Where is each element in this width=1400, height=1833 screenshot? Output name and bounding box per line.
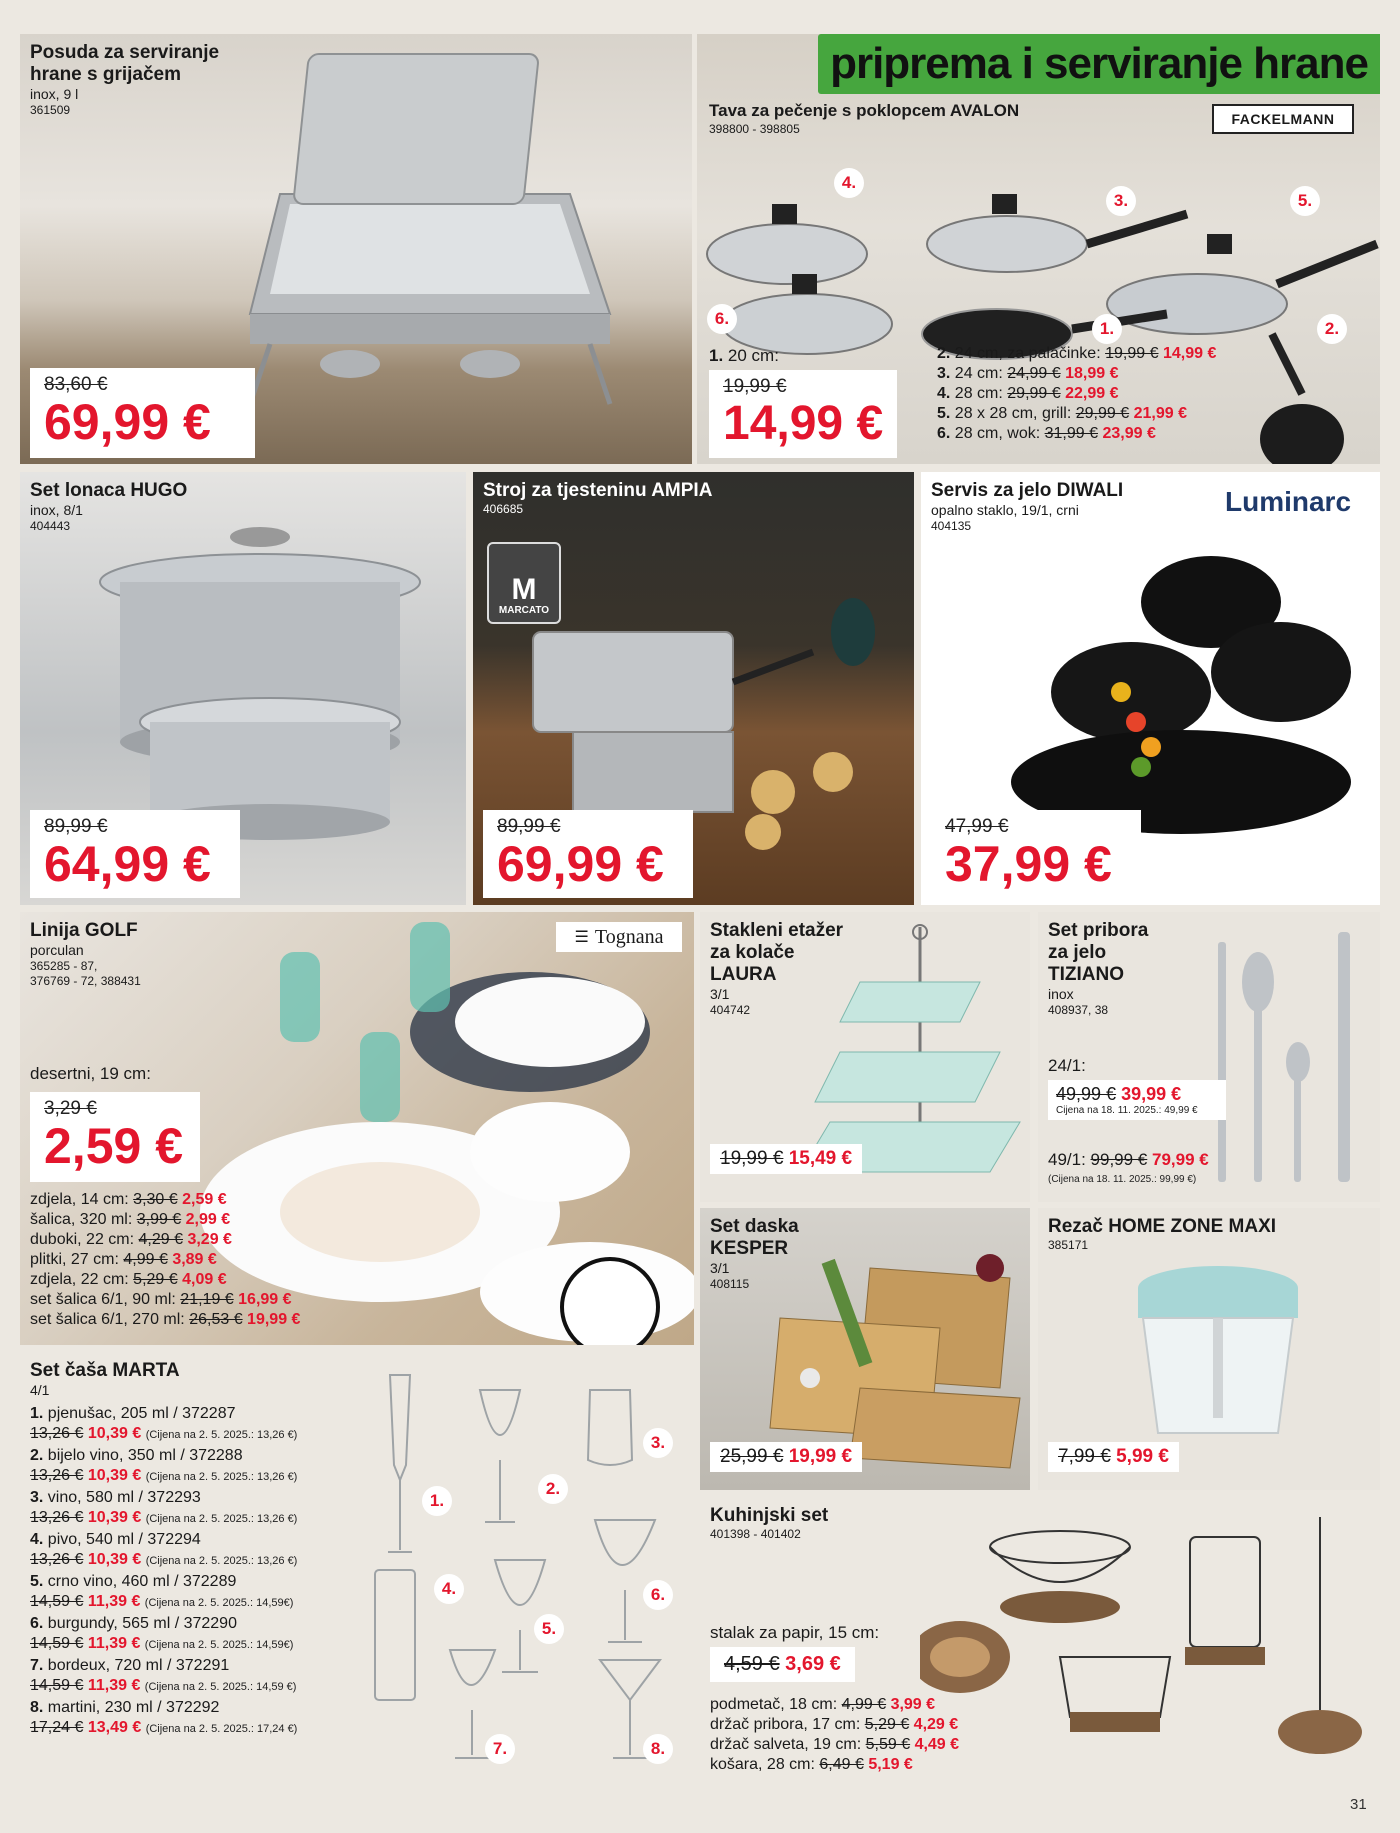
homezone-chopper-image [1118, 1258, 1318, 1448]
kitchen-set-variants [710, 1695, 959, 1775]
avalon-badge-4: 4. [834, 168, 864, 198]
avalon-title: Tava za pečenje s poklopcem AVALON [709, 101, 1020, 120]
ampia-info [483, 480, 712, 517]
marta-glasses-image [370, 1370, 694, 1770]
tiziano-set2-label: 49/1: [1048, 1150, 1086, 1169]
ampia-price-box [483, 810, 693, 898]
chafing-dish-price: 69,99 € [44, 394, 211, 450]
diwali-plates-image [991, 542, 1371, 842]
diwali-old-price: 47,99 € [945, 816, 1009, 837]
marta-item: 2. bijelo vino, 350 ml / 372288 13,26 € 10,39 € (Cijena na 2. 5. 2025.: 13,26 €) [30, 1447, 298, 1484]
tiziano-set1-old: 49,99 € [1056, 1084, 1117, 1104]
golf-main-label: desertni, 19 cm: [30, 1064, 151, 1083]
marta-badge-4: 4. [434, 1574, 464, 1604]
homezone-price-inline [1048, 1442, 1179, 1472]
golf-variant: šalica, 320 ml: 3,99 € 2,99 € [30, 1211, 231, 1228]
laura-code: 404742 [710, 1003, 751, 1017]
marta-title: Set čaša MARTA [30, 1360, 180, 1381]
kesper-price: 19,99 € [788, 1446, 853, 1467]
hugo-price-box [30, 810, 240, 898]
ampia-old-price: 89,99 € [497, 816, 561, 837]
avalon-badge-1: 1. [1092, 314, 1122, 344]
product-avalon-pans[interactable] [697, 34, 1380, 464]
kitchen-set-title: Kuhinjski set [710, 1505, 829, 1526]
golf-material: porculan [30, 942, 84, 958]
laura-title-2: za kolače [710, 942, 795, 963]
marta-item: 1. pjenušac, 205 ml / 372287 13,26 € 10,39 € (Cijena na 2. 5. 2025.: 13,26 €) [30, 1405, 298, 1442]
tiziano-set2-old: 99,99 € [1090, 1150, 1148, 1169]
avalon-codes: 398800 - 398805 [709, 122, 800, 136]
kesper-title-1: Set daska [710, 1216, 799, 1237]
luminarc-logo: Luminarc [1225, 486, 1352, 517]
homezone-title: Rezač HOME ZONE MAXI [1048, 1216, 1277, 1237]
avalon-variant: 2. 24 cm, za palačinke: 19,99 € 14,99 € [937, 345, 1217, 362]
avalon-variants [937, 344, 1216, 444]
chafing-dish-old-price: 83,60 € [44, 374, 108, 395]
kitchen-set-info [710, 1505, 828, 1542]
golf-variant: zdjela, 14 cm: 3,30 € 2,59 € [30, 1191, 227, 1208]
avalon-item1-label [709, 346, 779, 366]
product-ampia-pasta-machine[interactable] [473, 472, 914, 905]
avalon-variant: 5. 28 x 28 cm, grill: 29,99 € 21,99 € [937, 405, 1187, 422]
kitchen-set-variant: košara, 28 cm: 6,49 € 5,19 € [710, 1756, 913, 1773]
avalon-price-box [709, 370, 897, 458]
homezone-info [1048, 1216, 1276, 1253]
golf-variant: zdjela, 22 cm: 5,29 € 4,09 € [30, 1271, 227, 1288]
tiziano-set2 [1048, 1150, 1209, 1170]
marcato-logo [487, 542, 561, 624]
marcato-logo-mark: M [511, 573, 537, 606]
kesper-code: 408115 [710, 1277, 750, 1291]
tognana-logo-text: Tognana [594, 925, 664, 948]
golf-variant: set šalica 6/1, 270 ml: 26,53 € 19,99 € [30, 1311, 301, 1328]
tiziano-title-1: Set pribora [1048, 920, 1149, 941]
laura-price-box [710, 1144, 862, 1174]
tiziano-info [1048, 920, 1148, 1018]
kesper-title-2: KESPER [710, 1238, 789, 1259]
avalon-price: 14,99 € [723, 397, 884, 450]
laura-material: 3/1 [710, 986, 730, 1002]
ampia-code: 406685 [483, 502, 524, 516]
marta-badge-1: 1. [422, 1486, 452, 1516]
laura-price: 15,49 € [788, 1148, 853, 1169]
golf-code-2: 376769 - 72, 388431 [30, 974, 141, 988]
tiziano-cutlery-image [1198, 922, 1378, 1202]
tognana-logo [556, 922, 682, 952]
marta-badge-7: 7. [485, 1734, 515, 1764]
laura-price-inline [710, 1144, 862, 1174]
product-kesper-boards[interactable] [700, 1208, 1030, 1490]
golf-variants [30, 1190, 300, 1330]
page-number: 31 [1350, 1796, 1367, 1813]
kitchen-set-variant: držač salveta, 19 cm: 5,59 € 4,49 € [710, 1736, 960, 1753]
kesper-material: 3/1 [710, 1260, 730, 1276]
tiziano-code: 408937, 38 [1048, 1003, 1109, 1017]
product-marta-glasses[interactable] [20, 1352, 694, 1780]
chafing-dish-title-2: hrane s grijačem [30, 64, 182, 85]
golf-info [30, 920, 141, 989]
marta-info [30, 1360, 180, 1399]
marta-badge-2: 2. [538, 1474, 568, 1504]
avalon-badge-2: 2. [1317, 314, 1347, 344]
tiziano-set2-new: 79,99 € [1152, 1150, 1209, 1169]
golf-price-box [30, 1092, 200, 1182]
ampia-title: Stroj za tjesteninu AMPIA [483, 480, 713, 501]
avalon-badge-3: 3. [1106, 186, 1136, 216]
fackelmann-logo-text: FACKELMANN [1231, 111, 1335, 127]
ampia-price: 69,99 € [497, 836, 664, 892]
kesper-info [710, 1216, 799, 1292]
kesper-price-inline [710, 1442, 862, 1472]
tiziano-material: inox [1048, 986, 1074, 1002]
avalon-variant: 4. 28 cm: 29,99 € 22,99 € [937, 385, 1119, 402]
diwali-code: 404135 [931, 519, 972, 533]
avalon-variant: 6. 28 cm, wok: 31,99 € 23,99 € [937, 425, 1156, 442]
hugo-code: 404443 [30, 519, 71, 533]
laura-title-1: Stakleni etažer [710, 920, 844, 941]
marta-badge-5: 5. [534, 1614, 564, 1644]
laura-title-3: LAURA [710, 964, 777, 985]
product-golf-line[interactable] [20, 912, 694, 1345]
tiziano-set2-note: (Cijena na 18. 11. 2025.: 99,99 €) [1048, 1174, 1197, 1185]
marta-item: 3. vino, 580 ml / 372293 13,26 € 10,39 € (Cijena na 2. 5. 2025.: 13,26 €) [30, 1489, 298, 1526]
chafing-dish-code: 361509 [30, 103, 71, 117]
kesper-price-box [710, 1442, 862, 1472]
product-diwali-dinner-set[interactable] [921, 472, 1380, 905]
avalon-badge-6: 6. [707, 304, 737, 334]
tiziano-title-3: TIZIANO [1048, 964, 1124, 985]
marta-item: 5. crno vino, 460 ml / 372289 14,59 € 11,39 € (Cijena na 2. 5. 2025.: 14,59€) [30, 1573, 294, 1610]
marcato-logo-text: MARCATO [498, 605, 550, 616]
golf-old-price: 3,29 € [44, 1098, 97, 1119]
product-tiziano-cutlery[interactable] [1038, 912, 1380, 1202]
tiziano-set1-new: 39,99 € [1121, 1084, 1182, 1104]
chafing-dish-title-1: Posuda za serviranje [30, 42, 220, 63]
marta-material: 4/1 [30, 1382, 50, 1398]
golf-variant: plitki, 27 cm: 4,99 € 3,89 € [30, 1251, 217, 1268]
kitchen-set-price-box [710, 1647, 855, 1682]
diwali-material: opalno staklo, 19/1, crni [931, 502, 1079, 518]
laura-old-price: 19,99 € [720, 1148, 784, 1169]
chafing-dish-price-box [30, 368, 255, 458]
fackelmann-logo [1212, 104, 1354, 134]
kitchen-set-price: 3,69 € [785, 1653, 841, 1675]
golf-title: Linija GOLF [30, 920, 138, 941]
marta-items [30, 1404, 297, 1740]
marta-item: 7. bordeux, 720 ml / 372291 14,59 € 11,39 € (Cijena na 2. 5. 2025.: 14,59 €) [30, 1657, 297, 1694]
golf-code-1: 365285 - 87, [30, 959, 98, 973]
kitchen-set-main-label: stalak za papir, 15 cm: [710, 1623, 880, 1642]
chafing-dish-material: inox, 9 l [30, 86, 79, 102]
kitchen-set-image [920, 1507, 1380, 1777]
hugo-price: 64,99 € [44, 836, 211, 892]
avalon-item1-text: 20 cm: [727, 346, 779, 365]
kitchen-set-codes: 401398 - 401402 [710, 1527, 801, 1541]
marta-badge-6: 6. [643, 1580, 673, 1610]
homezone-code: 385171 [1048, 1238, 1089, 1252]
chafing-dish-image [190, 44, 650, 424]
kitchen-set-old-price: 4,59 € [724, 1653, 780, 1675]
diwali-price: 37,99 € [945, 836, 1112, 892]
marta-badge-8: 8. [643, 1734, 673, 1764]
product-homezone-chopper[interactable] [1038, 1208, 1380, 1490]
product-hugo-pots[interactable] [20, 472, 466, 905]
product-kitchen-set[interactable] [700, 1497, 1380, 1780]
hugo-pots-image [70, 512, 450, 852]
kitchen-set-variant: držač pribora, 17 cm: 5,29 € 4,29 € [710, 1716, 959, 1733]
section-title: priprema i serviranje hrane [830, 39, 1368, 88]
tognana-logo-mark: ☰ [574, 929, 589, 946]
section-header-banner [818, 34, 1380, 94]
marta-badge-3: 3. [643, 1428, 673, 1458]
marta-item: 6. burgundy, 565 ml / 372290 14,59 € 11,39 € (Cijena na 2. 5. 2025.: 14,59€) [30, 1615, 294, 1652]
golf-variant: set šalica 6/1, 90 ml: 21,19 € 16,99 € [30, 1291, 292, 1308]
avalon-info [709, 100, 1019, 137]
product-laura-cake-stand[interactable] [700, 912, 1030, 1202]
hugo-material: inox, 8/1 [30, 502, 83, 518]
tiziano-set1-label: 24/1: [1048, 1056, 1086, 1075]
avalon-variant: 3. 24 cm: 24,99 € 18,99 € [937, 365, 1119, 382]
tiziano-title-2: za jelo [1048, 942, 1107, 963]
homezone-old-price: 7,99 € [1058, 1446, 1111, 1467]
homezone-price: 5,99 € [1116, 1446, 1169, 1467]
hugo-info [30, 480, 187, 534]
avalon-badge-5: 5. [1290, 186, 1320, 216]
kitchen-set-variant: podmetač, 18 cm: 4,99 € 3,99 € [710, 1696, 936, 1713]
kesper-old-price: 25,99 € [720, 1446, 784, 1467]
diwali-price-box [931, 810, 1141, 898]
golf-variant: duboki, 22 cm: 4,29 € 3,29 € [30, 1231, 232, 1248]
hugo-old-price: 89,99 € [44, 816, 108, 837]
hugo-title: Set lonaca HUGO [30, 480, 188, 501]
kitchen-set-price-inline [710, 1647, 855, 1682]
diwali-info [931, 480, 1123, 534]
diwali-title: Servis za jelo DIWALI [931, 480, 1124, 501]
chafing-dish-info [30, 42, 219, 118]
product-chafing-dish[interactable] [20, 34, 692, 464]
homezone-price-box [1048, 1442, 1179, 1472]
marta-item: 8. martini, 230 ml / 372292 17,24 € 13,49 € (Cijena na 2. 5. 2025.: 17,24 €) [30, 1699, 298, 1736]
laura-info [710, 920, 843, 1018]
marta-item: 4. pivo, 540 ml / 372294 13,26 € 10,39 € (Cijena na 2. 5. 2025.: 13,26 €) [30, 1531, 298, 1568]
avalon-item1-num: 1. [709, 346, 724, 365]
tiziano-set1-note: Cijena na 18. 11. 2025.: 49,99 € [1056, 1105, 1198, 1116]
tiziano-set1-box [1048, 1080, 1226, 1120]
golf-price: 2,59 € [44, 1118, 184, 1174]
avalon-old-price: 19,99 € [723, 376, 787, 397]
